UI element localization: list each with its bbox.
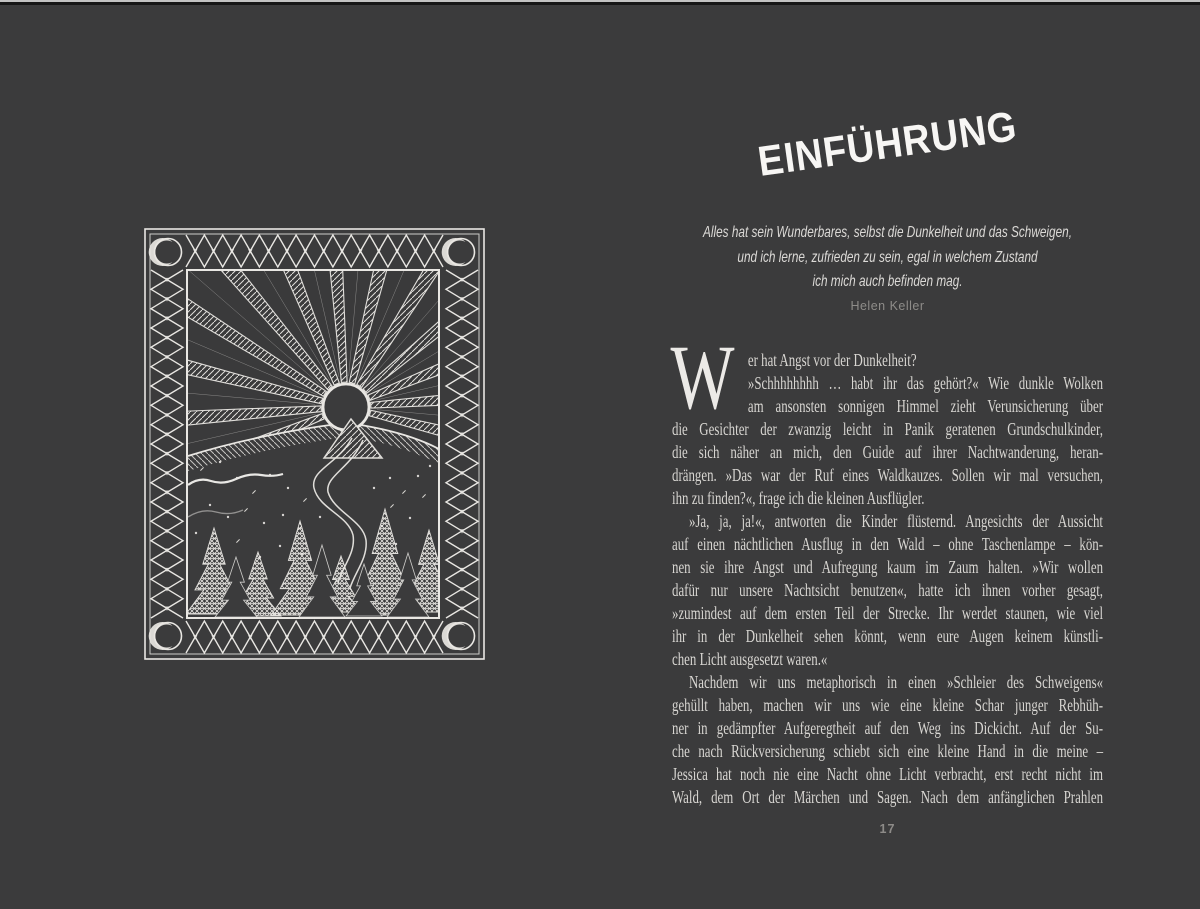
body-line: auf einen nächtlichen Ausflug in den Wald – ohne Taschenlampe – kön-: [672, 534, 1104, 554]
page-number: 17: [879, 822, 896, 836]
body-line: ner in gedämpfter Aufgeregtheit auf den Weg ins Dickicht. Auf der Su-: [672, 718, 1104, 738]
crescent-moon-icon: [442, 622, 466, 650]
body-line: »Ja, ja, ja!«, antworten die Kinder flüsternd. Angesichts der Aussicht: [688, 511, 1104, 531]
body-line: die sich näher an mich, den Guide auf ihrer Nachtwanderung, heran-: [672, 442, 1104, 462]
scene: [142, 226, 487, 618]
body-line: Jessica hat noch nie eine Nacht ohne Licht verbracht, erst recht nicht im: [672, 764, 1104, 784]
epigraph-line: und ich lerne, zufrieden zu sein, egal in welchem Zustand: [737, 248, 1038, 266]
body-line: Nachdem wir uns metaphorisch in einen »Schleier des Schweigens«: [688, 672, 1104, 692]
crescent-moon-icon: [149, 238, 173, 266]
body-line: drängen. »Das war der Ruf eines Waldkauzes. Sollen wir mal versuchen,: [672, 465, 1104, 485]
body-line: chen Licht ausgesetzt waren.«: [672, 649, 828, 669]
epigraph-line: ich mich auch befinden mag.: [812, 273, 963, 290]
crescent-moon-icon: [149, 622, 173, 650]
body-line: gehüllt haben, machen wir uns wie eine kleine Schar junger Rebhüh-: [672, 695, 1104, 715]
crescent-moon-icon: [442, 238, 466, 266]
body-line: er hat Angst vor der Dunkelheit?: [747, 350, 917, 370]
drop-cap: W: [670, 326, 735, 428]
epigraph-attribution: Helen Keller: [850, 299, 925, 313]
body-line: Wald, dem Ort der Märchen und Sagen. Nach dem anfänglichen Prahlen: [672, 787, 1104, 807]
body-line: che nach Rückversicherung schiebt sich eine kleine Hand in die meine –: [672, 741, 1104, 761]
body-lines: [670, 326, 1104, 809]
sun-icon: [323, 384, 369, 430]
body-line: ihn zu finden?«, frage ich die kleinen Ausflügler.: [672, 488, 925, 508]
chapter-illustration-svg: [142, 226, 487, 662]
epigraph: [672, 221, 1103, 295]
body-line: »Schhhhhhhh … habt ihr das gehört?« Wie dunkle Wolken: [747, 373, 1104, 393]
body-line: die Gesichter der zwanzig leicht in Panik geratenen Grundschulkinder,: [672, 419, 1104, 439]
body-line: »zumindest auf dem ersten Teil der Strecke. Ihr werdet staunen, wie viel: [672, 603, 1104, 623]
right-page: [672, 0, 1103, 909]
chapter-title: EINFÜHRUNG: [754, 102, 1020, 185]
body-line: ihr in der Dunkelheit sehen könnt, wenn eure Augen keinem künstli-: [672, 626, 1104, 646]
body-line: dafür nur unsere Nachtsicht benutzen«, hatte ich ihnen vorher gesagt,: [672, 580, 1104, 600]
body-line: am ansonsten sonnigen Himmel zieht Verunsicherung über: [747, 396, 1104, 416]
body-text: [670, 326, 1104, 809]
epigraph-line: Alles hat sein Wunderbares, selbst die Dunkelheit und das Schweigen,: [703, 224, 1072, 241]
body-line: nen sie ihre Angst und Aufregung kaum im Zaum halten. »Wir wollen: [672, 557, 1104, 577]
